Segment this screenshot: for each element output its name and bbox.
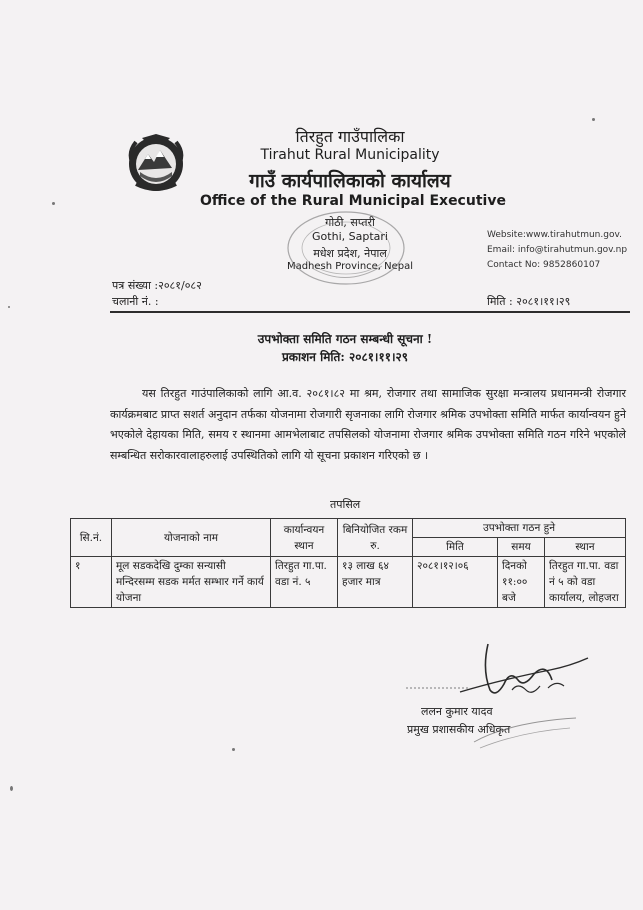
cell-date: २०८१।१२।०६ <box>413 557 498 608</box>
location-en-line2: Madhesh Province, Nepal <box>286 261 414 272</box>
col-header-formation: उपभोक्ता गठन हुने <box>413 519 626 538</box>
handwritten-signature <box>400 640 600 700</box>
municipality-name-np: तिरहुत गाउँपालिका <box>295 127 405 146</box>
schedule-heading: तपसिल <box>330 498 361 511</box>
table-row <box>71 557 626 608</box>
scan-speck <box>10 786 13 791</box>
office-seal-stamp <box>282 208 410 288</box>
cell-amount: १३ लाख ६४ हजार मात्र <box>338 557 413 608</box>
col-header-date: मिति <box>413 538 498 557</box>
col-header-name: योजनाको नाम <box>112 519 271 557</box>
letter-number: पत्र संख्या :२०८१/०८२ <box>112 279 202 292</box>
location-np-line1: गोठी, सप्तरी <box>325 216 375 229</box>
col-header-venue: स्थान <box>545 538 626 557</box>
location-np-line2: मधेश प्रदेश, नेपाल <box>313 247 387 260</box>
cell-name: मूल सडकदेखि दुम्का सन्यासी मन्दिरसम्म सडक मर्मत सम्भार गर्ने कार्य योजना <box>112 557 271 608</box>
cell-time: दिनको ११:०० बजे <box>498 557 545 608</box>
letter-date: मिति : २०८१।११।२९ <box>487 295 571 308</box>
signatory-title: प्रमुख प्रशासकीय अधिकृत <box>407 723 511 736</box>
scan-speck <box>592 118 595 121</box>
scan-speck <box>8 306 10 308</box>
nepal-emblem-icon <box>126 132 186 194</box>
signatory-name: ललन कुमार यादव <box>421 705 493 718</box>
scan-speck <box>52 202 55 205</box>
header-divider <box>110 311 630 313</box>
schedule-table <box>70 518 626 608</box>
notice-body: यस तिरहुत गाउंपालिकाको लागि आ.व. २०८१।८२ मा श्रम, रोजगार तथा सामाजिक सुरक्षा मन्त्रालय प्रधानमन्त्री रोजगार कार्यक्रमबाट प्राप्त सशर्त अनुदान तर्फका योजनामा रोजगारी सृजनाका लागि रोजगार श्रमिक उपभोक्ता समिति मार्फत कार्यान्वयन हुने भएकोले देहायका मिति, समय र स्थानमा आमभेलाबाट तपसिलको योजनामा रोजगार श्रमिक उपभोक्ता समिति गठन गरिने भएकोले सम्बन्धित सरोकारवालाहरुलाई उपस्थितिको लागि यो सूचना प्रकाशन गरिएको छ । <box>110 387 626 462</box>
cell-place: तिरहुत गा.पा. वडा नं. ५ <box>271 557 338 608</box>
office-name-np: गाउँ कार्यपालिकाको कार्यालय <box>249 170 451 192</box>
contact-website: Website:www.tirahutmun.gov. <box>487 230 622 240</box>
col-header-sn: सि.नं. <box>71 519 112 557</box>
notice-published-date: प्रकाशन मिति: २०८१।११।२९ <box>281 350 408 364</box>
col-header-amount: बिनियोजित रकम रु. <box>338 519 413 557</box>
office-name-en: Office of the Rural Municipal Executive <box>200 193 506 209</box>
location-en-line1: Gothi, Saptari <box>312 230 388 243</box>
municipality-name-en: Tirahut Rural Municipality <box>260 147 440 163</box>
contact-phone: Contact No: 9852860107 <box>487 260 601 270</box>
dispatch-number: चलानी नं. : <box>112 295 159 308</box>
notice-title: उपभोक्ता समिति गठन सम्बन्धी सूचना ! <box>257 332 433 346</box>
contact-info <box>487 228 627 273</box>
cell-venue: तिरहुत गा.पा. वडा नं ५ को वडा कार्यालय, लोहजरा <box>545 557 626 608</box>
signature-stamp <box>470 712 580 752</box>
scan-speck <box>232 748 235 751</box>
col-header-place: कार्यान्वयन स्थान <box>271 519 338 557</box>
table-header-row <box>71 519 626 538</box>
contact-email: Email: info@tirahutmun.gov.np <box>487 245 628 255</box>
cell-sn: १ <box>71 557 112 608</box>
col-header-time: समय <box>498 538 545 557</box>
